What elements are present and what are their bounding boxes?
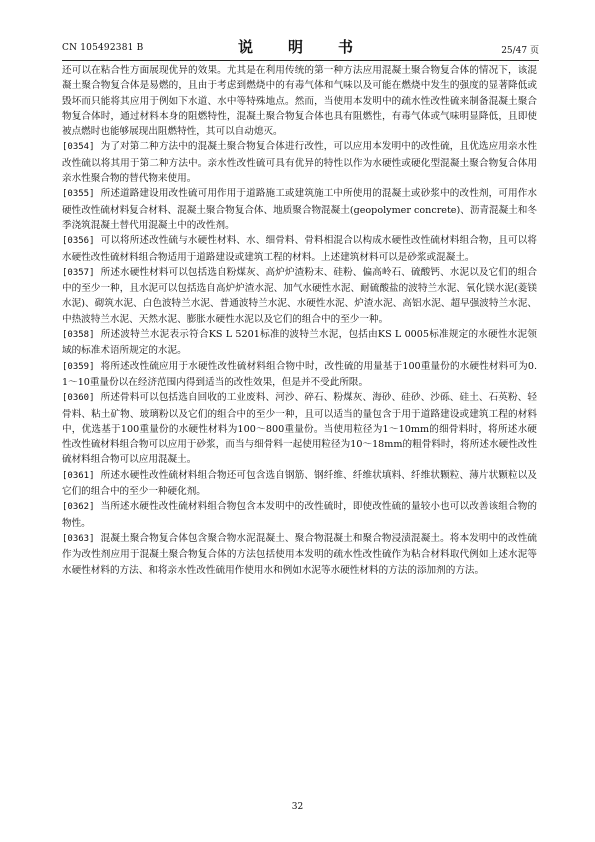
paragraph-text: 为了对第二种方法中的混凝土聚合物复合体进行改性，可以应用本发明中的改性硫，且优选应用亲水性改性硫以将其用于第二种方法中。亲水性改性硫可具有优异的特性以作为水硬性或硬化型混凝土聚合物复合体用亲水性聚合物的替代物来使用。 bbox=[62, 141, 537, 185]
paragraph-text: 混凝土聚合物复合体包含聚合物水泥混凝土、聚合物混凝土和聚合物浸渍混凝土。将本发明中的改性硫作为改性剂应用于混凝土聚合物复合体的方法包括使用本发明的疏水性改性硫作为粘合材料取代例如上述水泥等水硬性材料的方法、和将亲水性改性硫用作使用水和例如水泥等水硬性材料的方法的添加剂的方法。 bbox=[62, 532, 537, 576]
paragraph bbox=[62, 359, 537, 391]
paragraph-text: 可以将所述改性硫与水硬性材料、水、细骨料、骨料相混合以构成水硬性改性硫材料组合物，且可以将水硬性改性硫材料组合物适用于道路建设或建筑工程的材料。上述建筑材料可以是砂浆或混凝土。 bbox=[62, 235, 537, 263]
paragraph-text: 将所述改性硫应用于水硬性改性硫材料组合物中时，改性硫的用量基于100重量份的水硬性材料可为0.1～10重量份以在经济范围内得到适当的改性效果，但是并不受此所限。 bbox=[62, 360, 537, 388]
paragraph bbox=[62, 390, 537, 467]
paragraph-number: [0359] bbox=[62, 361, 95, 372]
paragraph-number: [0354] bbox=[62, 142, 95, 153]
paragraph bbox=[62, 139, 537, 186]
page-number: 32 bbox=[291, 802, 304, 812]
body-text bbox=[62, 63, 537, 578]
paragraph bbox=[62, 186, 537, 233]
paragraph-number: [0362] bbox=[62, 502, 95, 513]
paragraph bbox=[62, 233, 537, 265]
paragraph bbox=[62, 499, 537, 531]
paragraph bbox=[62, 327, 537, 359]
paragraph-text: 所述波特兰水泥表示符合KS L 5201标准的波特兰水泥，包括由KS L 0005标准规定的水硬性水泥领域的标准术语所规定的水泥。 bbox=[62, 329, 537, 357]
paragraph-number: [0357] bbox=[62, 267, 95, 278]
paragraph bbox=[62, 468, 537, 500]
paragraph-number: [0355] bbox=[62, 189, 95, 200]
page-header bbox=[62, 36, 539, 58]
paragraph bbox=[62, 265, 537, 327]
paragraph-text: 所述水硬性改性硫材料组合物还可包含选自钢筋、钢纤维、纤维状填料、纤维状颗粒、薄片状颗粒以及它们的组合中的至少一种硬化剂。 bbox=[62, 469, 537, 498]
paragraph-text: 所述骨料可以包括选自回收的工业废料、河沙、碎石、粉煤灰、海砂、硅砂、沙砾、硅土、石英粉、轻骨料、粘土矿物、玻璃粉以及它们的组合中的至少一种，且可以适当的量包含于用于道路建设或建筑工程的材料中，优选基于100重量份的水硬性材料为100～800重量份。当使用粒径为1～10mm的细骨料时，将所述水硬性改性硫材料组合物可以应用于砂浆，而当与细骨料一起使用粒径为10～18mm的粗骨料时，将所述水硬性改性硫材料组合物可以应用混凝土。 bbox=[62, 392, 537, 466]
paragraph-number: [0358] bbox=[62, 330, 95, 341]
paragraph bbox=[62, 531, 537, 578]
paragraph-text: 所述道路建设用改性硫可用作用于道路施工或建筑施工中所使用的混凝土或砂浆中的改性剂，可用作水硬性改性硫材料复合材料、混凝土聚合物复合体、地质聚合物混凝土(geopolymer concrete)、沥青混凝土和冬季浇筑混凝土替代用混凝土中的改性剂。 bbox=[62, 188, 537, 231]
paragraph-number: [0356] bbox=[62, 236, 95, 247]
paragraph-number: [0361] bbox=[62, 470, 95, 481]
paragraph bbox=[62, 63, 537, 139]
paragraph-text: 当所述水硬性改性硫材料组合物包含本发明中的改性硫时，即使改性硫的量较小也可以改善该组合物的物性。 bbox=[62, 501, 537, 529]
paragraph-text: 所述水硬性材料可以包括选自粉煤灰、高炉炉渣粉末、硅粉、偏高岭石、硫酸钙、水泥以及它们的组合中的至少一种，且水泥可以包括选自高炉炉渣水泥、加气水硬性水泥、耐硫酸盐的波特兰水泥、氧化镁水泥(菱镁水泥)、砌筑水泥、白色波特兰水泥、普通波特兰水泥、水硬性水泥、炉渣水泥、高铝水泥、超早强波特兰水泥、中热波特兰水泥、天然水泥、膨胀水硬性水泥以及它们的组合中的至少一种。 bbox=[62, 266, 537, 325]
header-rule bbox=[62, 60, 539, 61]
publication-number: CN 105492381 B bbox=[62, 43, 144, 53]
document-title: 说 明 书 bbox=[237, 38, 363, 56]
paragraph-text: 还可以在粘合性方面展现优异的效果。尤其是在利用传统的第一种方法应用混凝土聚合物复合体的情况下，该混凝土聚合物复合体是易燃的，且由于考虑到燃烧中的有毒气体和气味以及可能在燃烧中发生的强度的显著降低或毁坏而只能将其应用于例如下水道、水中等特殊地点。然而，当使用本发明中的疏水性改性硫来制备混凝土聚合物复合体时，通过材料本身的阻燃特性，混凝土聚合物复合体也具有阻燃性，有毒气体或气味明显降低，且即使被点燃时也能够展现出阻燃特性，其可以自动熄灭。 bbox=[62, 65, 537, 138]
page-reference: 25/47 页 bbox=[501, 46, 539, 56]
paragraph-number: [0360] bbox=[62, 393, 95, 404]
paragraph-number: [0363] bbox=[62, 533, 95, 544]
